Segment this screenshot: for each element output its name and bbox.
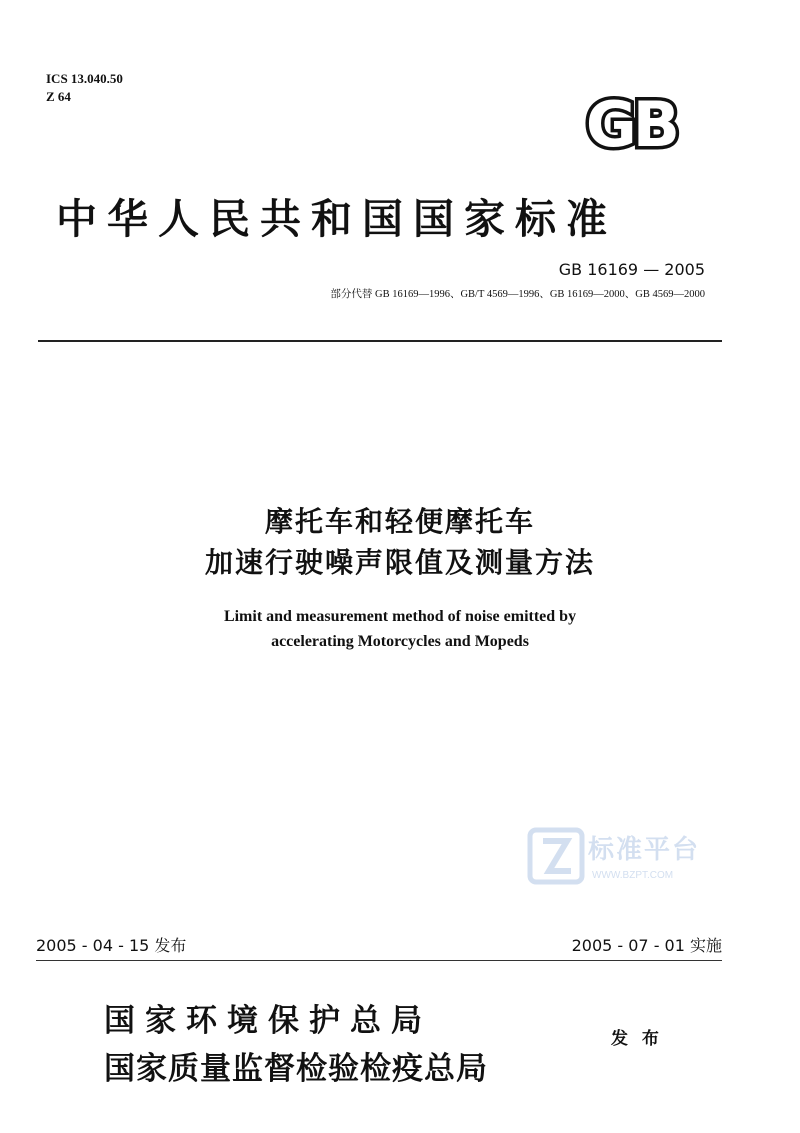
title-cn-line1: 摩托车和轻便摩托车 (264, 505, 535, 538)
issuer-line1: 国家环境保护总局 (104, 1003, 432, 1039)
header-divider (38, 340, 722, 342)
gb-logo-text: GB (585, 92, 677, 156)
issue-action: 发 布 (611, 1029, 663, 1049)
title-cn-line2: 加速行驶噪声限值及测量方法 (204, 546, 595, 579)
ccs-code: Z 64 (46, 89, 71, 104)
publish-date: 2005 - 04 - 15 发布 (36, 936, 187, 955)
title-en-line1: Limit and measurement method of noise emitted by (223, 608, 577, 625)
classification-codes (46, 70, 123, 106)
title-en-line2: accelerating Motorcycles and Mopeds (271, 633, 529, 650)
replaces-note: 部分代替 GB 16169—1996、GB/T 4569—1996、GB 16169—2000、GB 4569—2000 (330, 289, 705, 300)
ics-code: ICS 13.040.50 (46, 71, 123, 86)
gb-logo (565, 92, 697, 160)
footer-divider (36, 960, 722, 961)
watermark-logo-icon (527, 827, 585, 889)
watermark-url: WWW.BZPT.COM (592, 870, 674, 881)
country-standard-title: 中华人民共和国国家标准 (56, 195, 617, 243)
issuer-line2: 国家质量监督检验检疫总局 (104, 1051, 488, 1087)
implement-date: 2005 - 07 - 01 实施 (571, 936, 722, 955)
standard-number: GB 16169 — 2005 (558, 260, 705, 279)
watermark-text: 标准平台 (588, 835, 701, 865)
